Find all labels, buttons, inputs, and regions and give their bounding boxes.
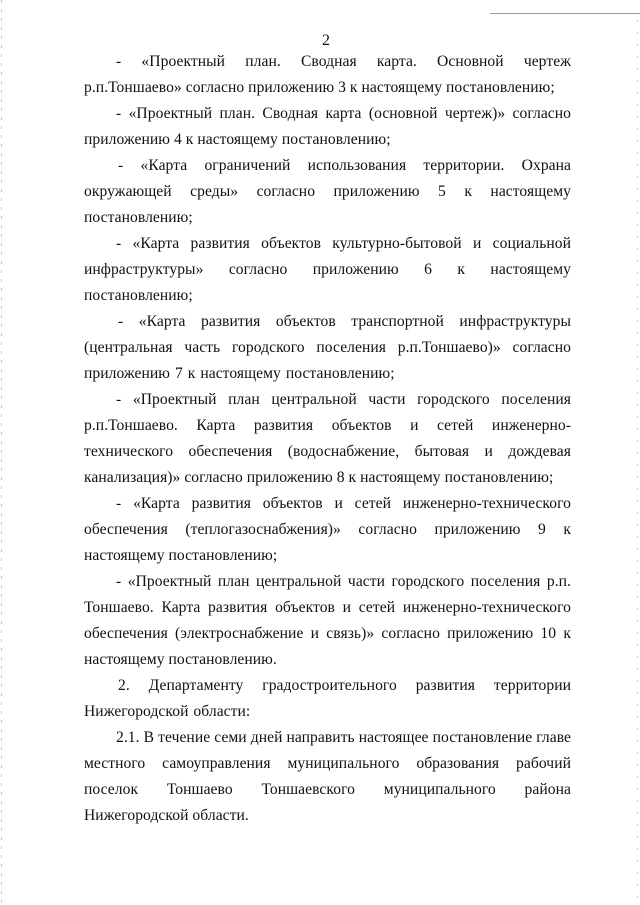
scan-edge-left (1, 0, 2, 905)
list-item-appendix-7: - «Карта развития объектов транспортной инфраструктуры (центральная часть городского поселения р.п.Тоншаево)» согласно приложению 7 к настоящему постановлению; (84, 313, 571, 382)
scan-edge-right (637, 20, 638, 905)
list-item-appendix-8: - «Проектный план центральной части городского поселения р.п.Тоншаево. Карта развития объектов и сетей инженерно-технического обеспечения (водоснабжение, бытовая и дождевая канализация)» согласно приложению 8 к настоящему постановлению; (84, 391, 571, 486)
page-number: 2 (322, 32, 330, 49)
list-item-appendix-9: - «Карта развития объектов и сетей инженерно-технического обеспечения (теплогазоснабжения)» согласно приложению 9 к настоящему постановлению; (84, 495, 571, 564)
list-item-appendix-5: - «Карта ограничений использования территории. Охрана окружающей среды» согласно приложению 5 к настоящему постановлению; (84, 157, 571, 226)
list-item-appendix-4: - «Проектный план. Сводная карта (основной чертеж)» согласно приложению 4 к настоящему постановлению; (84, 105, 571, 148)
section-2-1-text: 2.1. В течение семи дней направить настоящее постановление главе местного самоуправления муниципального образования рабочий поселок Тоншаево Тоншаевского муниципального района Нижегородской области. (84, 729, 571, 824)
document-body (84, 49, 571, 829)
list-item-appendix-6: - «Карта развития объектов культурно-бытовой и социальной инфраструктуры» согласно приложению 6 к настоящему постановлению; (84, 235, 571, 304)
list-item-appendix-3: - «Проектный план. Сводная карта. Основной чертеж р.п.Тоншаево» согласно приложению 3 к настоящему постановлению; (84, 53, 571, 96)
section-2-heading: 2. Департаменту градостроительного развития территории Нижегородской области: (84, 677, 571, 720)
scan-edge-top (490, 13, 640, 14)
list-item-appendix-10: - «Проектный план центральной части городского поселения р.п. Тоншаево. Карта развития объектов и сетей инженерно-технического обеспечения (электроснабжение и связь)» согласно приложению 10 к настоящему постановлению. (84, 573, 571, 668)
